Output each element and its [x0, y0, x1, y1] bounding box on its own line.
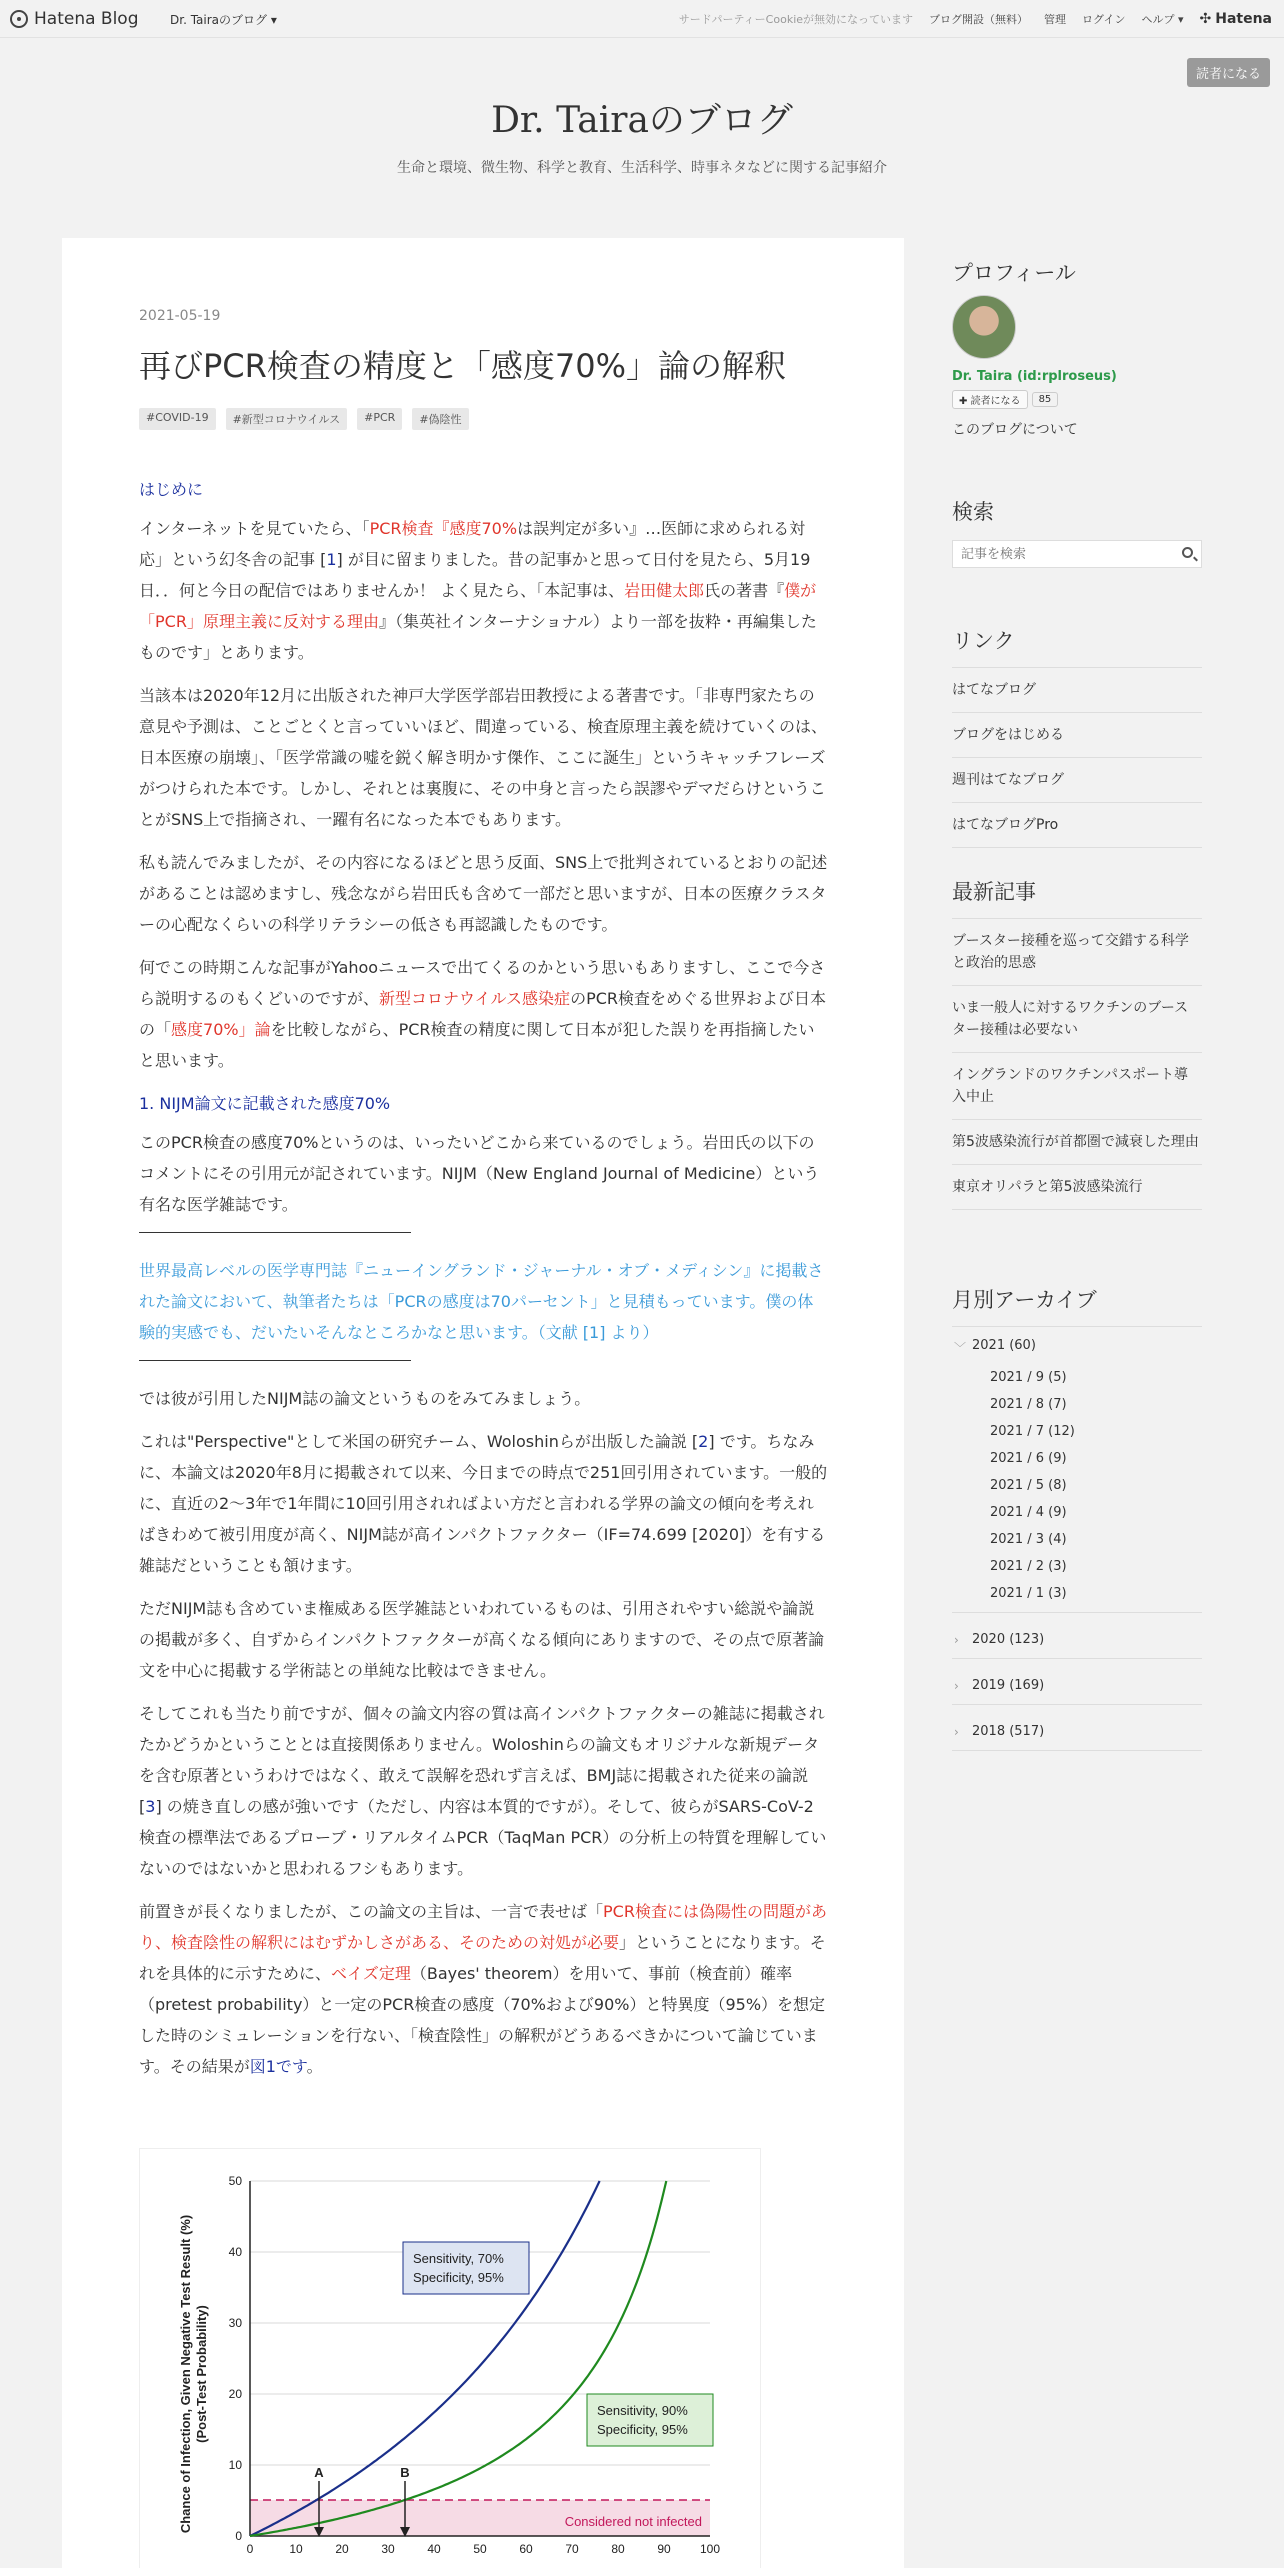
- recent-entry-link[interactable]: 東京オリパラと第5波感染流行: [952, 1165, 1202, 1210]
- plus-icon: ✚: [959, 396, 971, 407]
- reference-link[interactable]: 1: [326, 550, 337, 569]
- hatena-logo-icon: [10, 10, 28, 28]
- start-blog-link[interactable]: ブログ開設（無料）: [929, 13, 1029, 26]
- profile-name[interactable]: Dr. Taira (id:rplroseus): [952, 369, 1117, 384]
- x-tick-label: 60: [519, 2542, 533, 2556]
- archive-module: [952, 1284, 1202, 1751]
- recent-entries-module: [952, 876, 1202, 1210]
- recent-entry-link[interactable]: イングランドのワクチンパスポート導入中止: [952, 1053, 1202, 1120]
- paragraph: ただNIJM誌も含めていま権威ある医学雑誌といわれているものは、引用されやすい総説や論説の掲載が多く、自ずからインパクトファクターが高くなる傾向にありますので、その点で原著論文を中心に掲載する学術誌との単純な比較はできません。: [139, 1599, 825, 1680]
- figure-ylabel: Chance of Infection, Given Negative Test Result (%): [178, 2214, 193, 2534]
- archive-month[interactable]: 2021 / 2 (3): [990, 1559, 1067, 1574]
- hatena-star-icon: ✣: [1199, 11, 1212, 27]
- y-tick-label: 10: [228, 2458, 242, 2472]
- marker-b-label: B: [400, 2465, 410, 2480]
- keyword-link[interactable]: 僕が「PCR」原理主義に反対する理由: [139, 581, 817, 631]
- recent-entry-link[interactable]: いま一般人に対するワクチンのブースター接種は必要ない: [952, 986, 1202, 1053]
- box1-line1: Sensitivity, 70%: [413, 2251, 504, 2266]
- login-link[interactable]: ログイン: [1082, 13, 1126, 26]
- about-blog-link[interactable]: このブログについて: [952, 422, 1078, 438]
- x-tick-label: 70: [565, 2542, 579, 2556]
- y-tick-label: 30: [228, 2316, 242, 2330]
- recent-entry-link[interactable]: ブースター接種を巡って交錯する科学と政治的思惑: [952, 919, 1202, 986]
- sidebar-link[interactable]: ブログをはじめる: [952, 713, 1202, 758]
- header-nav: [679, 11, 1272, 27]
- marker-a-label: A: [314, 2465, 324, 2480]
- x-ticks: [247, 2542, 721, 2556]
- search-icon[interactable]: [1182, 547, 1193, 558]
- divider: [139, 1360, 411, 1361]
- y-tick-label: 20: [228, 2387, 242, 2401]
- y-tick-label: 50: [228, 2174, 242, 2188]
- profile-subscribe-button[interactable]: ✚ 読者になる: [952, 390, 1028, 409]
- section-heading-1: 1. NIJM論文に記載された感度70%: [139, 1094, 391, 1113]
- x-tick-label: 20: [335, 2542, 349, 2556]
- x-tick-label: 100: [699, 2542, 721, 2556]
- cookie-notice: サードパーティーCookieが無効になっています: [678, 13, 914, 26]
- hatena-brand-link[interactable]: [1200, 11, 1273, 27]
- archive-year[interactable]: › 2020 (123): [952, 1621, 1202, 1659]
- profile-subscribe-row: [952, 390, 1202, 409]
- chevron-right-icon: ›: [954, 1633, 959, 1647]
- curve-sensitivity-90: [250, 2181, 666, 2536]
- paragraph: 前置きが長くなりましたが、この論文の主旨は、一言で表せば「PCR検査には偽陽性の問題があり、検査陰性の解釈にはむずかしさがある、そのための対処が必要」ということになります。それを具体的に示すために、ベイズ定理（Bayes' theorem）を用いて、事前（検査前）確率（pretest probability）と一定のPCR検査の感度（70%および90%）と特異度（95%）を想定した時のシミュレーションを行ない、「検査陰性」の解釈がどうあるべきかについて論じています。その結果が図1です。: [139, 1902, 827, 2076]
- logo-text: Hatena Blog: [34, 9, 139, 29]
- chevron-down-icon: ﹀: [954, 1341, 967, 1355]
- y-tick-label: 40: [228, 2245, 242, 2259]
- subscribe-button[interactable]: 読者になる: [1187, 58, 1270, 87]
- x-tick-label: 10: [289, 2542, 303, 2556]
- box2-line2: Specificity, 95%: [597, 2422, 688, 2437]
- profile-heading: プロフィール: [952, 261, 1076, 285]
- box2-line1: Sensitivity, 90%: [597, 2403, 688, 2418]
- blog-title[interactable]: Dr. Tairaのブログ: [491, 100, 793, 141]
- archive-year[interactable]: ﹀ 2021 (60): [954, 1338, 1036, 1355]
- reference-link[interactable]: 3: [145, 1797, 156, 1816]
- figure-svg: [140, 2149, 762, 2568]
- archive-month[interactable]: 2021 / 8 (7): [990, 1397, 1067, 1412]
- archive-month[interactable]: 2021 / 9 (5): [990, 1370, 1067, 1385]
- y-tick-label: 0: [235, 2529, 242, 2543]
- considered-not-infected-label: Considered not infected: [564, 2514, 702, 2529]
- x-tick-label: 90: [657, 2542, 671, 2556]
- entry-tag[interactable]: #COVID-19: [139, 408, 216, 430]
- figure-ylabel-2: (Post-Test Probability): [194, 2305, 209, 2443]
- x-tick-label: 30: [381, 2542, 395, 2556]
- paragraph: このPCR検査の感度70%というのは、いったいどこから来ているのでしょう。岩田氏の以下のコメントにその引用元が記されています。NIJM（New England Journal of Medicine）という有名な医学雑誌です。: [139, 1133, 820, 1214]
- recent-heading: 最新記事: [952, 876, 1202, 919]
- keyword-link[interactable]: 感度70%」論: [171, 1020, 271, 1039]
- archive-month[interactable]: 2021 / 6 (9): [990, 1451, 1067, 1466]
- paragraph: では彼が引用したNIJM誌の論文というものをみてみましょう。: [139, 1389, 591, 1408]
- archive-month[interactable]: 2021 / 7 (12): [990, 1424, 1075, 1439]
- chevron-right-icon: ›: [954, 1679, 959, 1693]
- entry-tags: [139, 408, 469, 430]
- sidebar-link[interactable]: 週刊はてなブログ: [952, 758, 1202, 803]
- keyword-link[interactable]: 岩田健太郎: [624, 581, 705, 600]
- sensitivity-90-box: [587, 2394, 713, 2446]
- links-heading: リンク: [952, 625, 1202, 668]
- sidebar-link[interactable]: はてなブログ: [952, 668, 1202, 713]
- entry-body: [139, 474, 829, 2094]
- divider: [139, 1232, 411, 1233]
- figure-link[interactable]: 図1です: [249, 2057, 307, 2076]
- curve-sensitivity-70: [250, 2181, 600, 2536]
- figure-1-image[interactable]: [139, 2148, 761, 2568]
- global-header: [0, 0, 1284, 38]
- entry-tag[interactable]: #偽陰性: [412, 408, 468, 430]
- x-tick-label: 0: [246, 2542, 254, 2556]
- entry-tag[interactable]: #PCR: [357, 408, 402, 430]
- archive-year[interactable]: › 2018 (517): [952, 1713, 1202, 1751]
- archive-month[interactable]: 2021 / 1 (3): [952, 1580, 1202, 1613]
- search-input[interactable]: [953, 541, 1153, 567]
- reference-link[interactable]: 2: [698, 1432, 709, 1451]
- x-tick-label: 40: [427, 2542, 441, 2556]
- article-link[interactable]: PCR検査『感度70%: [369, 519, 518, 538]
- y-ticks: [229, 2174, 243, 2543]
- x-tick-label: 80: [611, 2542, 625, 2556]
- paragraph: インターネットを見ていたら、「PCR検査『感度70%は誤判定が多い』…医師に求められる対応」という幻冬舎の記事 [1] が目に留まりました。昔の記事かと思って日付を見たら、5月19日．．何と今日の配信ではありませんか！ よく見たら、「本記事は、岩田健太郎氏の著書『僕が「PCR」原理主義に反対する理由』（集英社インターナショナル）より一部を抜粋・再編集したものです」とあります。: [139, 519, 817, 662]
- sensitivity-70-box: [403, 2242, 529, 2294]
- paragraph: そしてこれも当たり前ですが、個々の論文内容の質は高インパクトファクターの雑誌に掲載されたかどうかということとは直接関係ありません。Woloshinらの論文もオリジナルな新規データを含む原著というわけではなく、敢えて誤解を恐れず言えば、BMJ誌に掲載された従来の論説 [3] の焼き直しの感が強いです（ただし、内容は本質的ですが）。そして、彼らがSARS-CoV-2検査の標準法であるプローブ・リアルタイムPCR（TaqMan PCR）の分析上の特質を理解していないのではないかと思われるフシもあります。: [139, 1704, 827, 1878]
- highlight-text: PCR検査には偽陽性の問題があり、検査陰性の解釈にはむずかしさがある、そのための対処が必要: [139, 1902, 827, 1952]
- sidebar-link[interactable]: はてなブログPro: [952, 803, 1202, 848]
- archive-month[interactable]: 2021 / 4 (9): [990, 1505, 1067, 1520]
- paragraph: 当該本は2020年12月に出版された神戸大学医学部岩田教授による著書です。「非専門家たちの意見や予測は、ことごとくと言っていいほど、間違っている、検査原理主義を続けていくのは、日本医療の崩壊」、「医学常識の嘘を鋭く解き明かす傑作、ここに誕生」というキャッチフレーズがつけられた本です。しかし、それとは裏腹に、その中身と言ったら誤謬やデマだらけということがSNS上で指摘され、一躍有名になった本でもあります。: [139, 686, 828, 829]
- paragraph: 私も読んでみましたが、その内容になるほどと思う反面、SNS上で批判されているとおりの記述があることは認めますし、残念ながら岩田氏も含めて一部だと思いますが、日本の医療クラスターの心配なくらいの科学リテラシーの低さも再認識したものです。: [139, 853, 828, 934]
- archive-year[interactable]: › 2019 (169): [952, 1667, 1202, 1705]
- subscriber-count: 85: [1032, 392, 1059, 407]
- entry-article: [62, 238, 904, 2568]
- blog-description: 生命と環境、微生物、科学と教育、生活科学、時事ネタなどに関する記事紹介: [397, 160, 887, 176]
- entry-date[interactable]: 2021-05-19: [139, 308, 221, 324]
- search-heading: 検索: [952, 500, 994, 524]
- blog-menu[interactable]: Dr. Tairaのブログ ▾: [170, 13, 277, 27]
- archive-month[interactable]: 2021 / 5 (8): [990, 1478, 1067, 1493]
- entry-title[interactable]: 再びPCR検査の精度と「感度70%」論の解釈: [139, 347, 787, 385]
- hatena-brand-text: Hatena: [1215, 11, 1272, 27]
- help-menu[interactable]: ヘルプ ▾: [1141, 13, 1184, 26]
- section-heading-intro: はじめに: [139, 480, 204, 499]
- box1-line2: Specificity, 95%: [413, 2270, 504, 2285]
- paragraph: これは"Perspective"として米国の研究チーム、Woloshinらが出版した論説 [2] です。ちなみに、本論文は2020年8月に掲載されて以来、今日までの時点で251回引用されています。一般的に、直近の2〜3年で1年間に10回引用されればよい方だと言われる学界の論文の傾向を考えればきわめて被引用度が高く、NIJM誌が高インパクトファクター（IF=74.699 [2020]）を有する雑誌だということも頷けます。: [139, 1432, 828, 1575]
- avatar[interactable]: [952, 295, 1016, 359]
- keyword-link[interactable]: ベイズ定理: [331, 1964, 411, 1983]
- search-box: [952, 540, 1202, 568]
- hatena-blog-logo[interactable]: [10, 9, 139, 29]
- archive-heading: 月別アーカイブ: [952, 1284, 1202, 1327]
- blockquote: 世界最高レベルの医学専門誌『ニューイングランド・ジャーナル・オブ・メディシン』に掲載された論文において、執筆者たちは「PCRの感度は70パーセント」と見積もっています。僕の体験的実感でも、だいたいそんなところかなと思います。（文献 [1] より）: [139, 1261, 824, 1342]
- x-tick-label: 50: [473, 2542, 487, 2556]
- profile-module: [952, 257, 1202, 439]
- recent-entry-link[interactable]: 第5波感染流行が首都圏で減衰した理由: [952, 1120, 1202, 1165]
- links-module: [952, 625, 1202, 848]
- archive-month[interactable]: 2021 / 3 (4): [990, 1532, 1067, 1547]
- entry-tag[interactable]: #新型コロナウイルス: [226, 408, 348, 430]
- search-module: [952, 496, 1202, 568]
- admin-link[interactable]: 管理: [1044, 13, 1067, 26]
- paragraph: 何でこの時期こんな記事がYahooニュースで出てくるのかという思いもありますし、ここで今さら説明するのもくどいのですが、新型コロナウイルス感染症のPCR検査をめぐる世界および日本の「感度70%」論を比較しながら、PCR検査の精度に関して日本が犯した誤りを再指摘したいと思います。: [139, 958, 827, 1070]
- chevron-right-icon: ›: [954, 1725, 959, 1739]
- keyword-link[interactable]: 新型コロナウイルス感染症: [379, 989, 571, 1008]
